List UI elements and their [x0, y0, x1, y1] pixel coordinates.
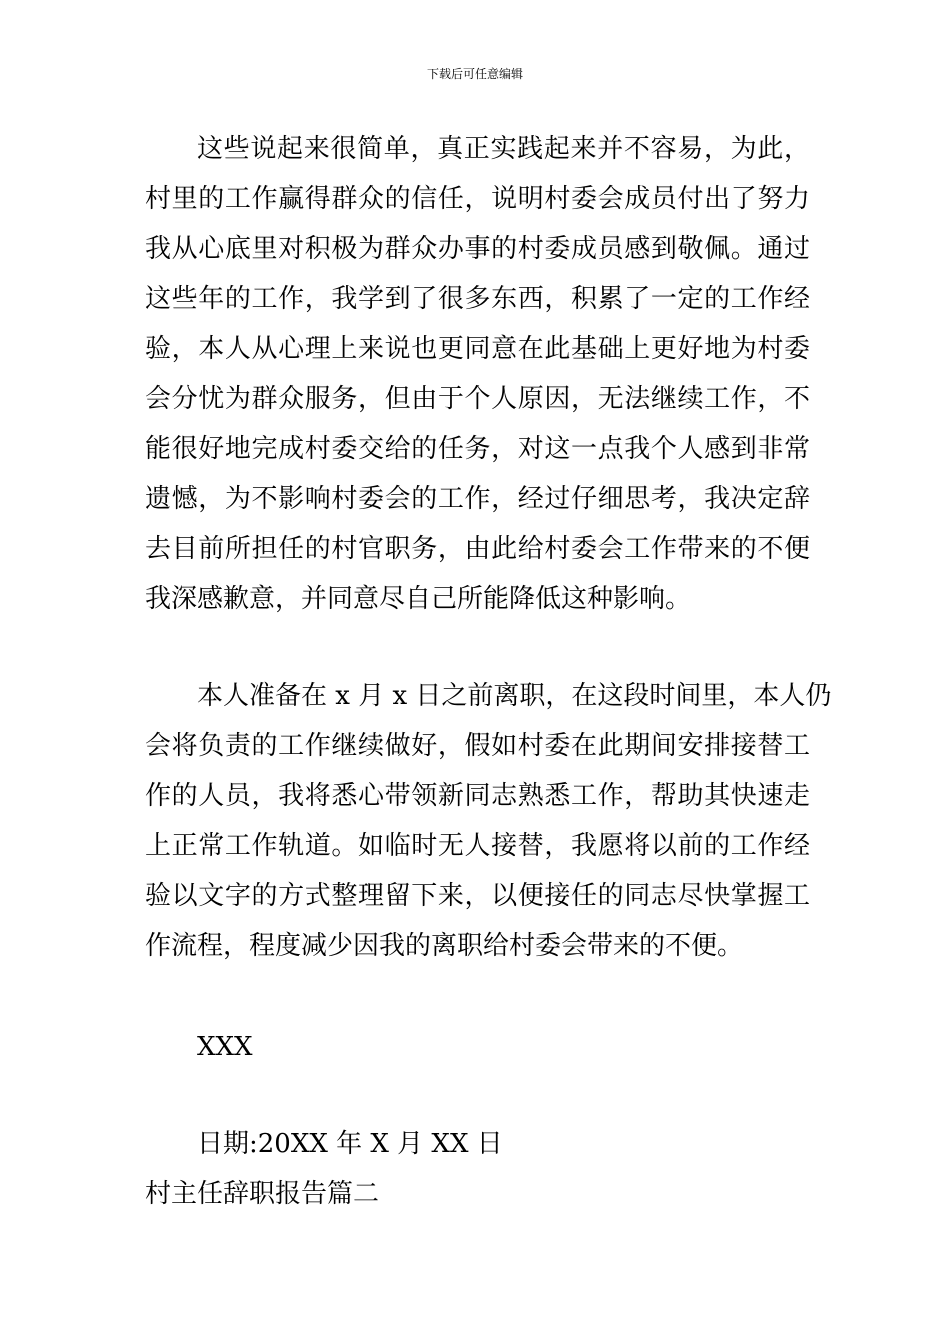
paragraph-1-line: 我深感歉意，并同意尽自己所能降低这种影响。	[145, 584, 692, 614]
paragraph-1-line: 村里的工作赢得群众的信任，说明村委会成员付出了努力	[145, 184, 810, 214]
paragraph-1-line: 这些说起来很简单，真正实践起来并不容易，为此，	[197, 134, 810, 164]
header-note: 下载后可任意编辑	[426, 67, 523, 81]
paragraph-2-line: 作流程，程度减少因我的离职给村委会带来的不便。	[145, 931, 744, 961]
signature: XXX	[197, 1032, 253, 1062]
date-line: 日期:20XX 年 X 月 XX 日	[197, 1129, 503, 1159]
paragraph-1-line: 我从心底里对积极为群众办事的村委成员感到敬佩。通过	[145, 234, 810, 264]
paragraph-2-line: 上正常工作轨道。如临时无人接替，我愿将以前的工作经	[145, 831, 810, 861]
paragraph-1-line: 去目前所担任的村官职务，由此给村委会工作带来的不便	[145, 534, 810, 564]
section-title: 村主任辞职报告篇二	[145, 1179, 380, 1209]
paragraph-2-line: 验以文字的方式整理留下来，以便接任的同志尽快掌握工	[145, 881, 810, 911]
paragraph-2-line: 作的人员，我将悉心带领新同志熟悉工作，帮助其快速走	[145, 781, 810, 811]
paragraph-1-line: 验，本人从心理上来说也更同意在此基础上更好地为村委	[145, 334, 810, 364]
paragraph-2-line: 本人准备在 x 月 x 日之前离职，在这段时间里，本人仍	[197, 681, 832, 711]
paragraph-1-line: 这些年的工作，我学到了很多东西，积累了一定的工作经	[145, 284, 810, 314]
paragraph-1-line: 遗憾，为不影响村委会的工作，经过仔细思考，我决定辞	[145, 484, 810, 514]
paragraph-1-line: 会分忧为群众服务，但由于个人原因，无法继续工作，不	[145, 384, 810, 414]
paragraph-2-line: 会将负责的工作继续做好，假如村委在此期间安排接替工	[145, 731, 810, 761]
paragraph-1-line: 能很好地完成村委交给的任务，对这一点我个人感到非常	[145, 434, 810, 464]
